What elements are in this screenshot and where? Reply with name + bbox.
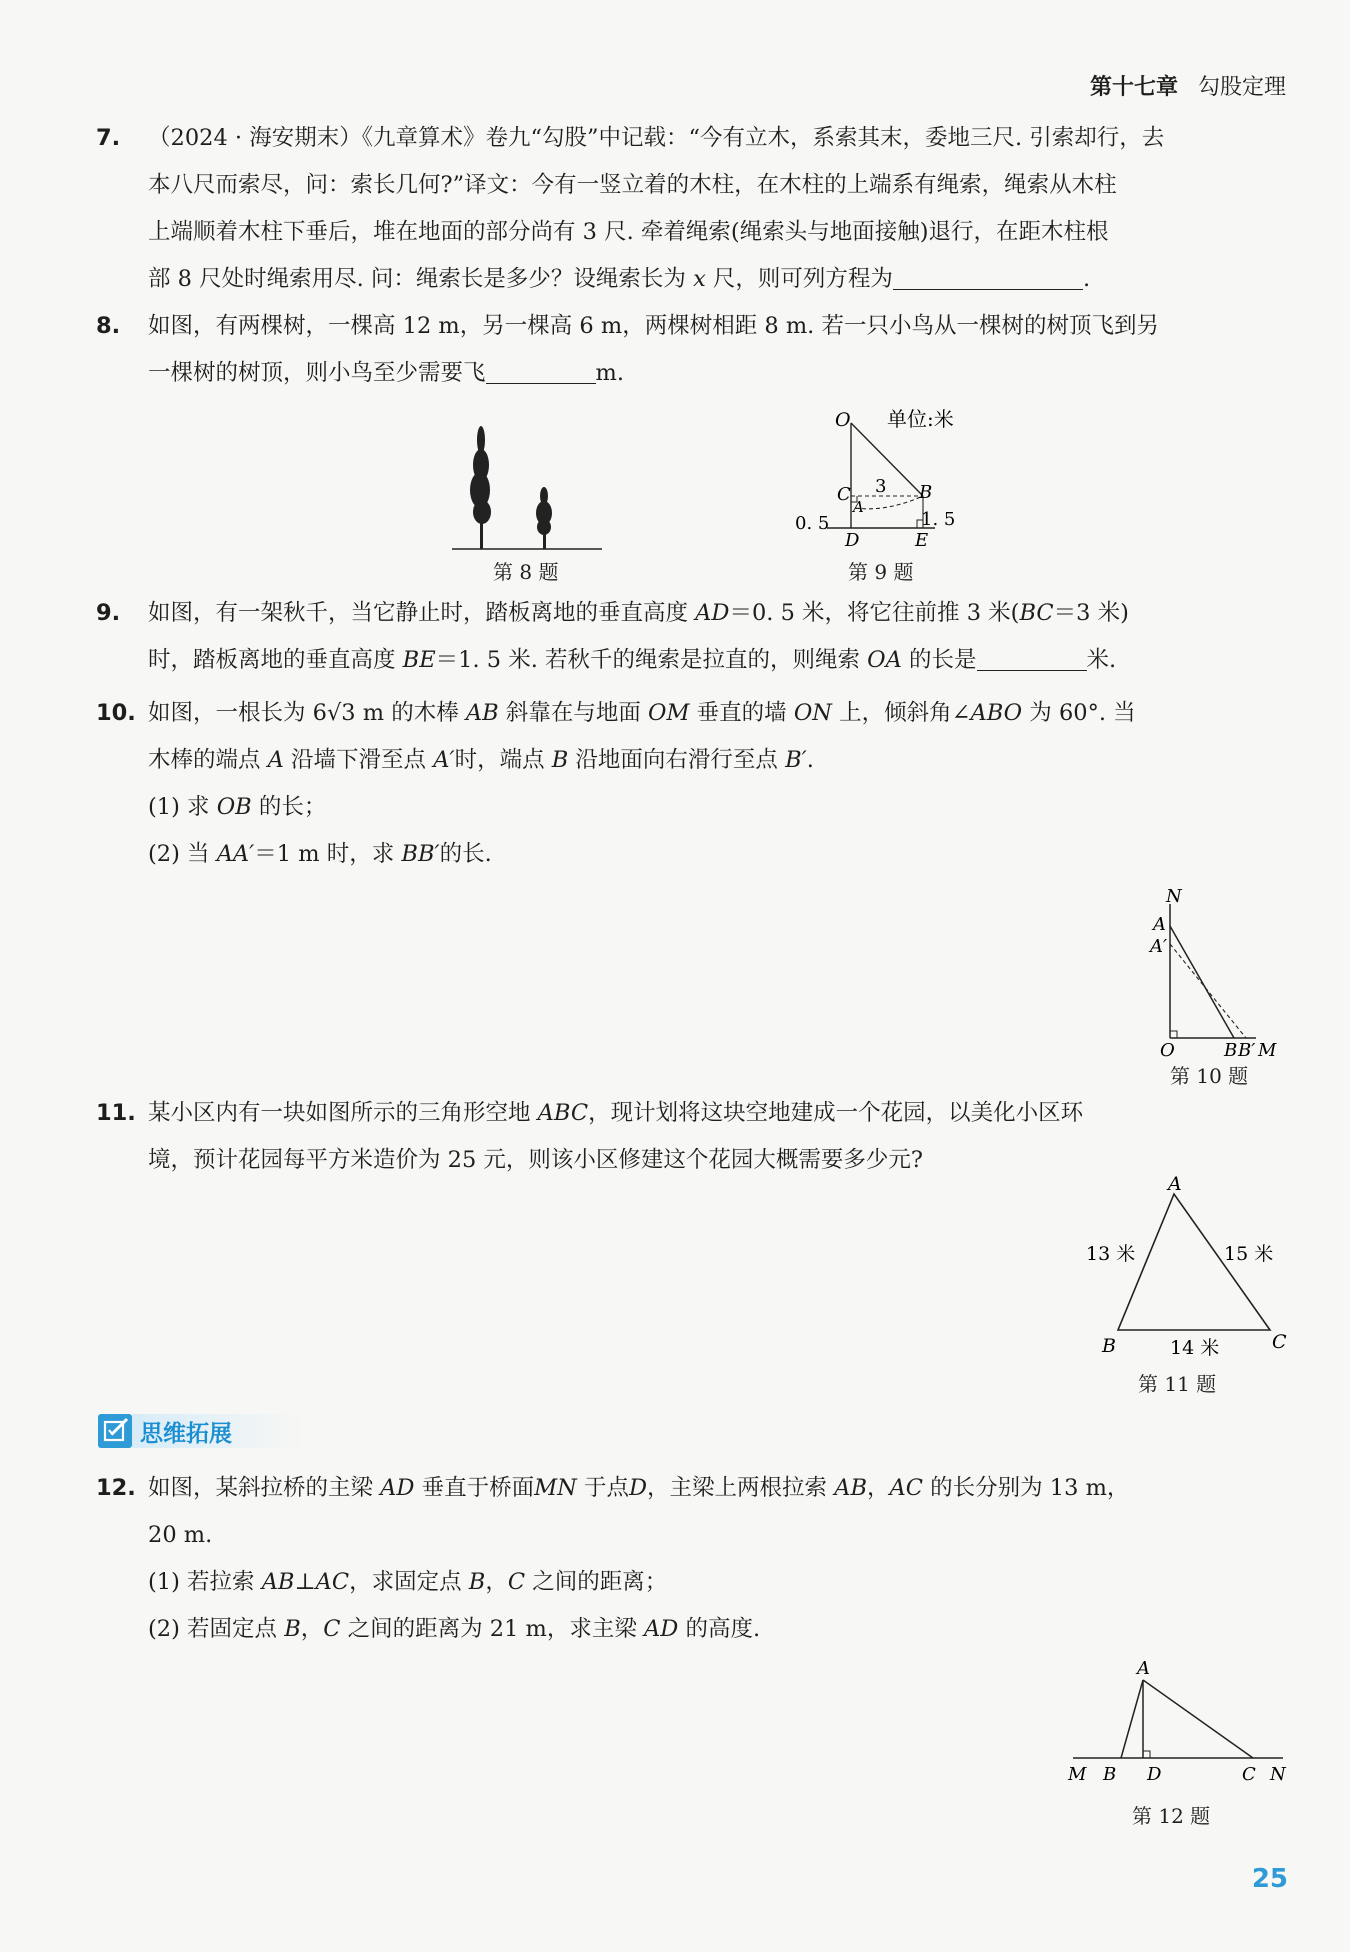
figure-8 bbox=[452, 420, 602, 550]
q12-line-1 bbox=[96, 1465, 1290, 1512]
page-header bbox=[1090, 70, 1286, 101]
question-12 bbox=[96, 1465, 1290, 1653]
unit-label: 单位:米 bbox=[887, 407, 954, 431]
figure-11 bbox=[1080, 1173, 1287, 1359]
figure-9 bbox=[795, 407, 995, 551]
text: ＝1. 5 米. 若秋千的绳索是拉直的，则绳索 bbox=[435, 647, 868, 673]
label-B: B bbox=[1224, 1040, 1238, 1061]
figure-12-caption: 第 12 题 bbox=[1132, 1804, 1211, 1828]
q12-sub-2 bbox=[96, 1606, 1290, 1653]
answer-blank[interactable] bbox=[977, 646, 1087, 671]
var: AB bbox=[261, 1569, 295, 1595]
label-B-prime: B′ bbox=[1238, 1040, 1256, 1061]
text: 之间的距离； bbox=[525, 1569, 668, 1595]
var: ABC bbox=[537, 1100, 589, 1126]
short-tree bbox=[536, 487, 552, 549]
var: AD bbox=[644, 1616, 679, 1642]
text: 沿墙下滑至点 bbox=[283, 747, 434, 773]
label-D: D bbox=[845, 530, 860, 551]
var: BB′ bbox=[401, 841, 440, 867]
answer-blank[interactable] bbox=[893, 265, 1083, 290]
var: MN bbox=[534, 1475, 577, 1501]
question-7 bbox=[96, 115, 1290, 303]
label-A-prime: A′ bbox=[1150, 936, 1168, 957]
text: 垂直的墙 bbox=[689, 700, 794, 726]
question-number: 7. bbox=[96, 125, 121, 151]
q9-line-1 bbox=[96, 590, 1290, 637]
text: 的长分别为 13 m， bbox=[922, 1475, 1130, 1501]
text: ＝1 m 时，求 bbox=[254, 841, 402, 867]
var: B bbox=[468, 1569, 486, 1595]
chapter-title: 勾股定理 bbox=[1197, 75, 1286, 100]
var: OM bbox=[648, 700, 690, 726]
q9-line-2 bbox=[96, 637, 1290, 684]
text: . bbox=[1082, 266, 1091, 292]
label-A: A bbox=[1168, 1173, 1182, 1195]
q7-line-1: （2024 · 海安期末）《九章算术》卷九“勾股”中记载：“今有立木，系索其末，委地三尺. 引索却行，去 bbox=[148, 125, 1165, 151]
text: 时，踏板离地的垂直高度 bbox=[148, 647, 403, 673]
text: 时，端点 bbox=[454, 747, 552, 773]
figure-12 bbox=[1065, 1658, 1295, 1790]
label-E: E bbox=[915, 530, 929, 551]
text: ， bbox=[867, 1475, 890, 1501]
section-title: 思维拓展 bbox=[140, 1421, 232, 1447]
var: AB bbox=[834, 1475, 867, 1501]
var: AD bbox=[695, 600, 730, 626]
chapter-label: 第十七章 bbox=[1089, 75, 1178, 100]
text: (2) 当 bbox=[148, 841, 217, 867]
label-O: O bbox=[835, 409, 851, 431]
question-number: 11. bbox=[96, 1100, 136, 1126]
var: BE bbox=[402, 647, 436, 673]
label-C: C bbox=[837, 484, 851, 505]
text: (1) 求 bbox=[148, 794, 217, 820]
q10-sub-1 bbox=[96, 784, 1290, 831]
label-A: A bbox=[1153, 914, 1166, 935]
text: 部 8 尺处时绳索用尽. 问：绳索长是多少？设绳索长为 bbox=[148, 266, 694, 292]
text: 如图，一根长为 6 bbox=[148, 700, 327, 726]
page-number: 25 bbox=[1251, 1864, 1288, 1894]
var: B bbox=[551, 747, 569, 773]
label-C: C bbox=[1242, 1764, 1256, 1785]
text: 沿地面向右滑行至点 bbox=[568, 747, 786, 773]
pencil-check-icon bbox=[98, 1414, 132, 1448]
var: AC bbox=[315, 1569, 350, 1595]
label-N: N bbox=[1166, 886, 1182, 907]
text: (2) 若固定点 bbox=[148, 1616, 285, 1642]
label-B: B bbox=[1103, 1764, 1117, 1785]
text: ，现计划将这块空地建成一个花园，以美化小区环 bbox=[588, 1100, 1084, 1126]
label-N: N bbox=[1270, 1764, 1286, 1785]
var: B bbox=[284, 1616, 301, 1642]
question-10 bbox=[96, 690, 1290, 878]
answer-blank[interactable] bbox=[486, 359, 596, 384]
q10-line-1 bbox=[96, 690, 1290, 737]
q7-line-2: 本八尺而索尽，问：索长几何?”译文：今有一竖立着的木柱，在木柱的上端系有绳索，绳索从木柱 bbox=[148, 172, 1117, 198]
text: 垂直于桥面 bbox=[414, 1475, 535, 1501]
text: ⊥ bbox=[294, 1569, 316, 1595]
text: 的高度. bbox=[678, 1616, 761, 1642]
text: 尺，则可列方程为 bbox=[705, 266, 893, 292]
side-ab-length: 13 米 bbox=[1086, 1243, 1136, 1265]
label-M: M bbox=[1258, 1040, 1277, 1061]
text: 米. bbox=[1086, 647, 1117, 673]
var: AA′ bbox=[216, 841, 255, 867]
var-x: x bbox=[693, 266, 706, 292]
text: 之间的距离为 21 m，求主梁 bbox=[340, 1616, 645, 1642]
side-bc-length: 14 米 bbox=[1170, 1337, 1220, 1359]
var: AC bbox=[889, 1475, 923, 1501]
question-8 bbox=[96, 303, 1290, 397]
question-9 bbox=[96, 590, 1290, 684]
figure-10 bbox=[1150, 886, 1280, 1061]
var: AD bbox=[380, 1475, 415, 1501]
label-A: A bbox=[853, 498, 864, 516]
q10-line-2 bbox=[96, 737, 1290, 784]
var: B′ bbox=[785, 747, 807, 773]
question-number: 8. bbox=[96, 313, 121, 339]
var: C bbox=[323, 1616, 341, 1642]
text: ， bbox=[485, 1569, 508, 1595]
text: 的长. bbox=[439, 841, 492, 867]
text: m. bbox=[595, 360, 625, 386]
question-number: 10. bbox=[96, 700, 136, 726]
text: 上，倾斜角∠ bbox=[831, 700, 971, 726]
sqrt-3: √3 bbox=[326, 700, 356, 726]
text: (1) 若拉索 bbox=[148, 1569, 262, 1595]
text: ＝0. 5 米，将它往前推 3 米( bbox=[729, 600, 1020, 626]
question-number: 12. bbox=[96, 1475, 136, 1501]
q12-sub-1 bbox=[96, 1559, 1290, 1606]
figure-8-caption: 第 8 题 bbox=[493, 560, 559, 584]
var: ABO bbox=[970, 700, 1023, 726]
var: A′ bbox=[433, 747, 455, 773]
length-1.5: 1. 5 bbox=[921, 509, 956, 530]
var: ON bbox=[793, 700, 832, 726]
figure-11-caption: 第 11 题 bbox=[1138, 1372, 1217, 1396]
label-D: D bbox=[1147, 1764, 1162, 1785]
label-C: C bbox=[1272, 1331, 1287, 1353]
text: 如图，有一架秋千，当它静止时，踏板离地的垂直高度 bbox=[148, 600, 696, 626]
length-3: 3 bbox=[875, 476, 887, 497]
var: OA bbox=[867, 647, 902, 673]
q7-line-3: 上端顺着木柱下垂后，堆在地面的部分尚有 3 尺. 牵着绳索(绳索头与地面接触)退行，在距木柱根 bbox=[148, 219, 1109, 245]
q11-line-1 bbox=[96, 1090, 1290, 1137]
q12-line-2: 20 m. bbox=[148, 1522, 213, 1548]
text: ， bbox=[300, 1616, 324, 1642]
text: m 的木棒 bbox=[355, 700, 466, 726]
var: C bbox=[507, 1569, 526, 1595]
q8-line-2 bbox=[96, 350, 1290, 397]
label-O: O bbox=[1160, 1040, 1175, 1061]
question-number: 9. bbox=[96, 600, 121, 626]
var: AB bbox=[465, 700, 499, 726]
tall-tree bbox=[470, 426, 491, 549]
q7-line-4 bbox=[96, 256, 1290, 303]
text: ，求固定点 bbox=[349, 1569, 469, 1595]
text: 斜靠在与地面 bbox=[498, 700, 649, 726]
text: 于点 bbox=[576, 1475, 629, 1501]
text: 一棵树的树顶，则小鸟至少需要飞 bbox=[148, 360, 486, 386]
text: 的长是 bbox=[901, 647, 977, 673]
text: 的长； bbox=[251, 794, 327, 820]
text: 某小区内有一块如图所示的三角形空地 bbox=[148, 1100, 538, 1126]
question-11 bbox=[96, 1090, 1290, 1184]
label-A: A bbox=[1137, 1658, 1150, 1679]
section-header bbox=[98, 1413, 298, 1449]
label-B: B bbox=[919, 482, 933, 503]
q11-line-2: 境，预计花园每平方米造价为 25 元，则该小区修建这个花园大概需要多少元? bbox=[148, 1147, 923, 1173]
var: BC bbox=[1019, 600, 1054, 626]
label-M: M bbox=[1068, 1764, 1087, 1785]
text: ，主梁上两根拉索 bbox=[647, 1475, 835, 1501]
text: 木棒的端点 bbox=[148, 747, 268, 773]
text: . bbox=[806, 747, 814, 773]
label-B: B bbox=[1102, 1335, 1116, 1357]
figure-10-caption: 第 10 题 bbox=[1170, 1064, 1249, 1088]
text: ＝3 米) bbox=[1053, 600, 1129, 626]
side-ac-length: 15 米 bbox=[1224, 1243, 1274, 1265]
text: 为 60°. 当 bbox=[1022, 700, 1136, 726]
q8-line-1: 如图，有两棵树，一棵高 12 m，另一棵高 6 m，两棵树相距 8 m. 若一只小鸟从一棵树的树顶飞到另 bbox=[148, 313, 1159, 339]
length-0.5: 0. 5 bbox=[795, 513, 830, 534]
var: A bbox=[267, 747, 284, 773]
figure-9-caption: 第 9 题 bbox=[848, 560, 914, 584]
var: OB bbox=[216, 794, 252, 820]
text: 如图，某斜拉桥的主梁 bbox=[148, 1475, 381, 1501]
q10-sub-2 bbox=[96, 831, 1290, 878]
var: D bbox=[629, 1475, 648, 1501]
